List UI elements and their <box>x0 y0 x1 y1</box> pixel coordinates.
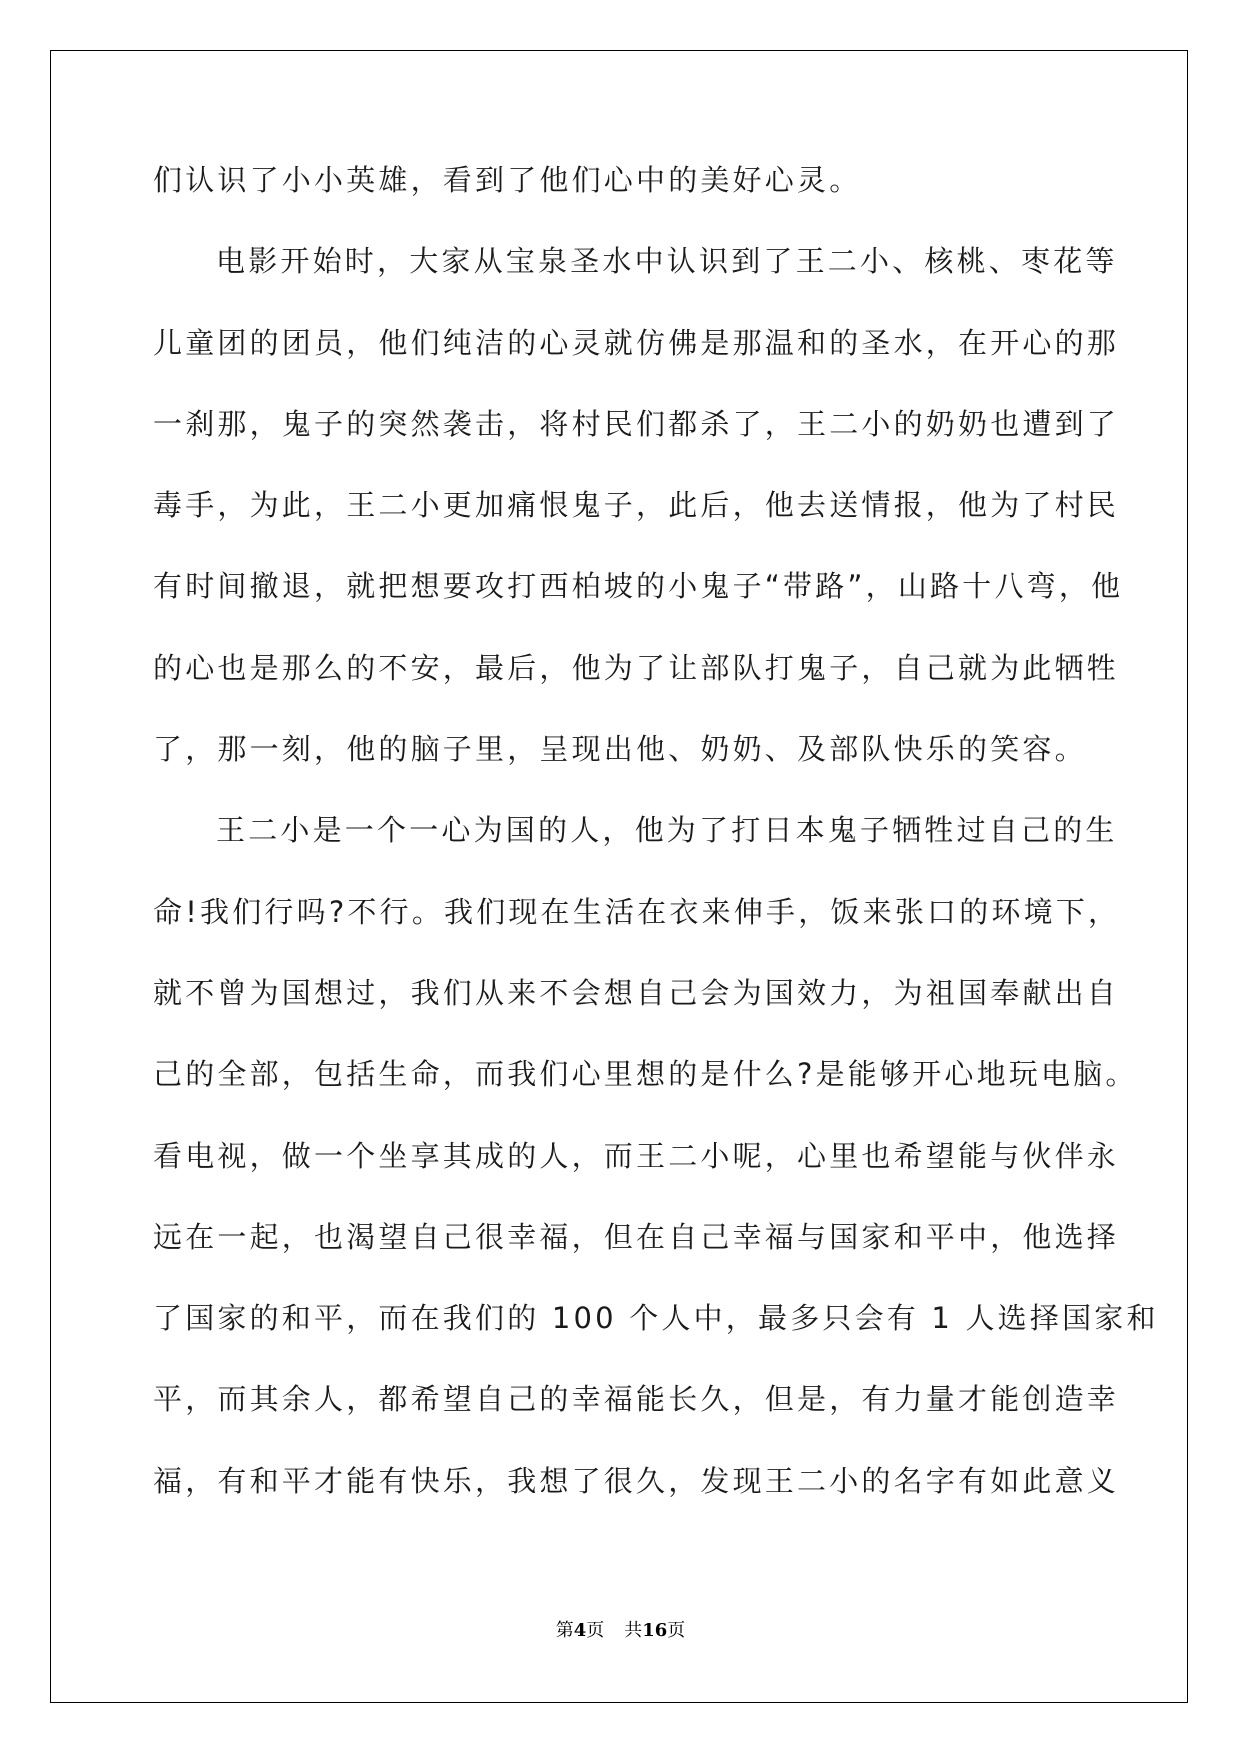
page-total: 16 <box>642 1620 668 1641</box>
page-suffix: 页 <box>586 1620 605 1641</box>
text-line: 了国家的和平，而在我们的 100 个人中，最多只会有 1 人选择国家和 <box>153 1301 1159 1336</box>
text-line: 远在一起，也渴望自己很幸福，但在自己幸福与国家和平中，他选择 <box>153 1219 1120 1254</box>
text-line: 儿童团的团员，他们纯洁的心灵就仿佛是那温和的圣水，在开心的那 <box>153 325 1120 360</box>
text-line: 的心也是那么的不安，最后，他为了让部队打鬼子，自己就为此牺牲 <box>153 650 1120 685</box>
text-line: 己的全部，包括生命，而我们心里想的是什么?是能够开心地玩电脑。 <box>153 1057 1138 1092</box>
text-line: 福，有和平才能有快乐，我想了很久，发现王二小的名字有如此意义 <box>153 1463 1120 1498</box>
text-line: 们认识了小小英雄，看到了他们心中的美好心灵。 <box>153 163 862 197</box>
text-line-indented: 王二小是一个一心为国的人，他为了打日本鬼子牺牲过自己的生 <box>216 813 1118 848</box>
total-prefix: 共 <box>624 1620 643 1641</box>
text-line: 了，那一刻，他的脑子里，呈现出他、奶奶、及部队快乐的笑容。 <box>153 732 1087 767</box>
text-line: 有时间撤退，就把想要攻打西柏坡的小鬼子“带路”，山路十八弯，他 <box>153 569 1124 604</box>
text-line-indented: 电影开始时，大家从宝泉圣水中认识到了王二小、核桃、枣花等 <box>216 244 1118 279</box>
text-line: 看电视，做一个坐享其成的人，而王二小呢，心里也希望能与伙伴永 <box>153 1138 1120 1173</box>
page-number: 4 <box>573 1620 587 1641</box>
total-suffix: 页 <box>667 1620 686 1641</box>
body-text <box>153 160 1159 1542</box>
text-line: 命!我们行吗?不行。我们现在生活在衣来伸手，饭来张口的环境下， <box>153 894 1121 929</box>
page-prefix: 第 <box>555 1620 574 1641</box>
text-line: 一刹那，鬼子的突然袭击，将村民们都杀了，王二小的奶奶也遭到了 <box>153 406 1120 441</box>
page-footer <box>0 1616 1241 1642</box>
text-line: 平，而其余人，都希望自己的幸福能长久，但是，有力量才能创造幸 <box>153 1382 1120 1417</box>
text-line: 就不曾为国想过，我们从来不会想自己会为国效力，为祖国奉献出自 <box>153 975 1120 1010</box>
text-line: 毒手，为此，王二小更加痛恨鬼子，此后，他去送情报，他为了村民 <box>153 488 1120 523</box>
